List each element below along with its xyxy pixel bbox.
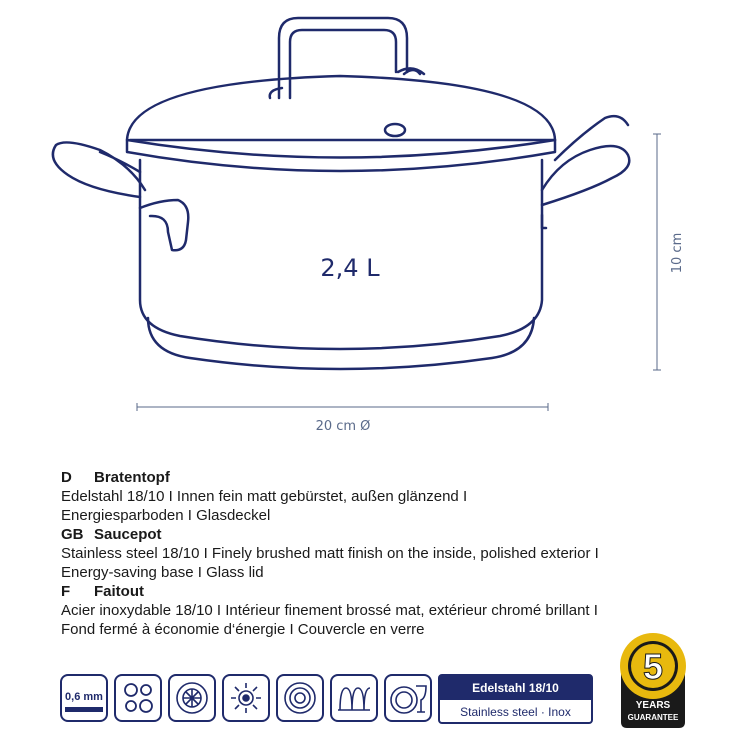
lang-code: GB — [61, 526, 84, 543]
description-line: Energy-saving base I Glass lid — [61, 564, 264, 581]
description-gb — [61, 525, 701, 582]
product-title: Bratentopf — [94, 469, 170, 486]
guarantee-badge — [617, 630, 689, 730]
description-f — [61, 582, 701, 639]
material-badge — [438, 674, 593, 724]
ceramic-hob-icon — [276, 674, 324, 722]
description-line: Fond fermé à économie d‘énergie I Couvercle en verre — [61, 621, 425, 638]
description-line: Stainless steel 18/10 I Finely brushed matt finish on the inside, polished exterior I — [61, 545, 599, 562]
induction-hob-icon — [330, 674, 378, 722]
lid-handle — [279, 18, 407, 98]
lang-code: F — [61, 583, 71, 600]
guarantee-line2: GUARANTEE — [627, 713, 679, 722]
material-primary: Edelstahl 18/10 — [440, 676, 591, 700]
material-secondary: Stainless steel · Inox — [460, 705, 571, 719]
lang-code: D — [61, 469, 72, 486]
guarantee-years: 5 — [642, 646, 664, 687]
product-descriptions — [61, 468, 701, 639]
product-title: Saucepot — [94, 526, 162, 543]
height-label: 10 cm — [670, 232, 685, 274]
description-de — [61, 468, 701, 525]
electric-hob-icon — [114, 674, 162, 722]
product-title: Faitout — [94, 583, 144, 600]
description-line: Acier inoxydable 18/10 I Intérieur finement brossé mat, extérieur chromé brillant I — [61, 602, 598, 619]
description-line: Edelstahl 18/10 I Innen fein matt gebürstet, außen glänzend I — [61, 488, 468, 505]
thickness-label: 0,6 mm — [65, 691, 103, 703]
gas-hob-icon — [222, 674, 270, 722]
halogen-hob-icon — [168, 674, 216, 722]
thickness-icon — [60, 674, 108, 722]
dishwasher-icon — [384, 674, 432, 722]
guarantee-line1: YEARS — [635, 700, 671, 711]
volume-label: 2,4 L — [320, 254, 380, 282]
description-line: Energiesparboden I Glasdeckel — [61, 507, 271, 524]
diameter-label: 20 cm Ø — [315, 419, 371, 434]
lid — [127, 76, 555, 140]
feature-icons — [60, 674, 593, 726]
